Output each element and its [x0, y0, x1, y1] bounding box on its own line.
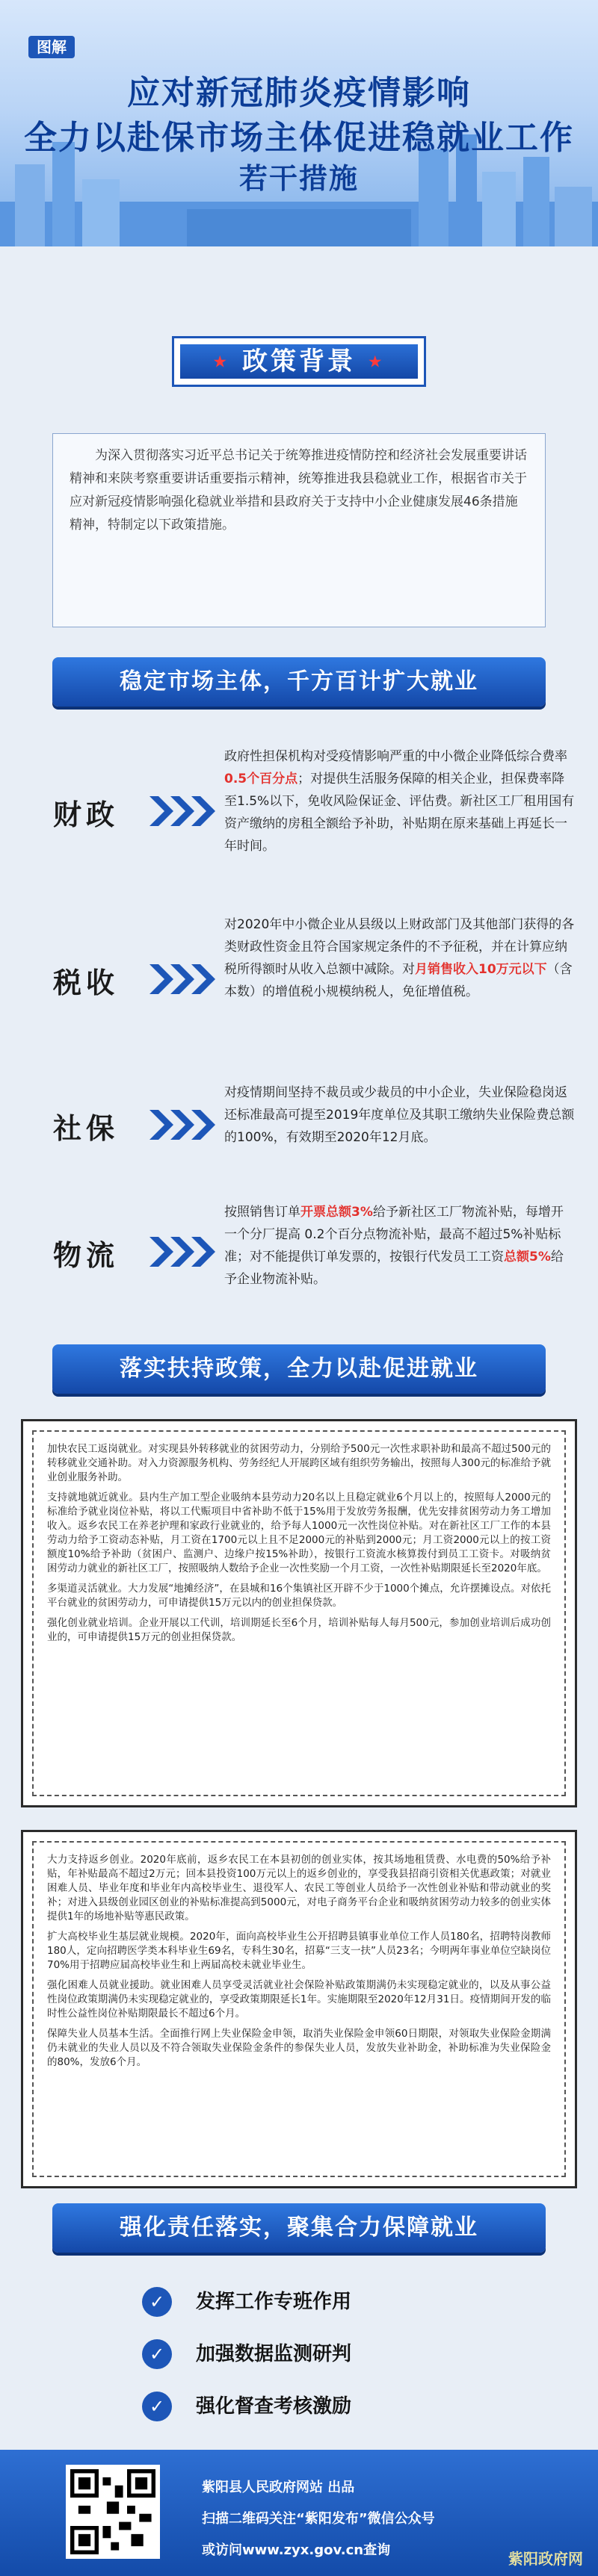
footer: [0, 2450, 598, 2576]
section-ribbon-responsibility: 强化责任落实，聚集合力保障就业: [52, 2203, 546, 2253]
footer-website[interactable]: 或访问www.zyx.gov.cn查询: [202, 2542, 391, 2558]
action-label: 加强数据监测研判: [196, 2343, 352, 2365]
page-title-line1: 应对新冠肺炎疫情影响: [127, 74, 471, 112]
chevron-arrows-icon: [150, 1237, 217, 1267]
action-list: [0, 2271, 598, 2465]
policy-item-tax: [0, 907, 598, 1057]
frame-paragraph: 扩大高校毕业生基层就业规模。2020年，面向高校毕业生公开招聘县镇事业单位工作人员180名，招聘特岗教师180人，定向招聘医学类本科毕业生69名，专科生30名，招募“三支一扶”人员23名；今明两年事业单位空缺岗位70%用于招聘应届高校毕业生和上两届高校未就业毕业生。: [47, 1931, 551, 1971]
footer-wechat-hint: 扫描二维码关注“紫阳发布”微信公众号: [202, 2511, 435, 2527]
check-icon: ✓: [142, 2287, 172, 2317]
section-title: 政策背景: [242, 347, 356, 376]
frame-paragraph: 支持就地就近就业。县内生产加工型企业吸纳本县劳动力20名以上且稳定就业6个月以上的，按照每人2000元的标准给予就业岗位补贴，将以工代赈项目中省补助不低于15%用于发放劳务报酬，优先安排贫困劳动力务工增加收入。返乡农民工在养老护理和家政行业就业的，给予每人1000元一次性岗位补贴。对在新社区工厂工作的本县劳动力给予工资动态补贴，月工资在1700元以上且不足2000元的补贴到2000元；月工资2000元以上的按工资额度10%给予补助（贫困户、监测户、边缘户按15%补助），按银行工资流水核算拨付到员工工资卡。对吸纳贫困劳动力就业的新社区工厂，按照吸纳人数给予企业一次性奖励一个月工资，一次性补贴期限延长至2020年底。: [47, 1492, 551, 1574]
policy-text: 按照销售订单开票总额3%给予新社区工厂物流补贴，每增开一个分厂提高 0.2个百分点物流补贴，最高不超过5%补贴标准；对不能提供订单发票的，按银行代发员工工资总额5%给予企业物流补贴。: [224, 1205, 564, 1287]
frame-paragraph: 大力支持返乡创业。2020年底前，返乡农民工在本县初创的创业实体，按其场地租赁费、水电费的50%给予补贴，年补贴最高不超过2万元；回本县投资100万元以上的返乡创业的，享受我县招商引资相关优惠政策；对就业困难人员、毕业年度和毕业年内高校毕业生、退役军人、农民工等创业人员给予一次性创业补贴和带动就业的奖补；对进入县级创业园区创业的补贴标准提高到5000元，对电子商务平台企业和吸纳贫困劳动力较多的创业实体提供1年的场地补贴等惠民政策。: [47, 1854, 551, 1922]
section-banner-background: [172, 336, 426, 387]
frame-content: [47, 1853, 551, 2165]
frame-paragraph: 保障失业人员基本生活。全面推行网上失业保险金申领，取消失业保险金申领60日期限，对领取失业保险金期满仍未就业的失业人员以及不符合领取失业保险金条件的参保失业人员，发放失业补助金，补助标准为失业保险金的80%，发放6个月。: [47, 2028, 551, 2068]
frame-paragraph: 加快农民工返岗就业。对实现县外转移就业的贫困劳动力，分别给予500元一次性求职补助和最高不超过500元的转移就业交通补助。对入力资源服务机构、劳务经纪人开展跨区域有组织劳务输出，按照每人300元的标准给予就业创业服务补助。: [47, 1443, 551, 1483]
star-icon: ★: [212, 353, 231, 372]
frame-content: [47, 1442, 551, 1784]
qr-code-image[interactable]: [66, 2465, 160, 2559]
policy-label: 税收: [52, 966, 119, 999]
chevron-arrows-icon: [150, 964, 217, 994]
policy-item-finance: [0, 739, 598, 889]
action-label: 发挥工作专班作用: [196, 2291, 352, 2313]
header-banner: [0, 0, 598, 246]
policy-frame-1: [21, 1419, 577, 1807]
policy-text: 对疫情期间坚持不裁员或少裁员的中小企业，失业保险稳岗返还标准最高可提至2019年度单位及其职工缴纳失业保险费总额的100%，有效期至2020年12月底。: [224, 1085, 575, 1145]
policy-label: 财政: [52, 798, 119, 831]
graphic-tag: 图解: [28, 36, 75, 58]
policy-frame-2: [21, 1830, 577, 2188]
action-item: [142, 2338, 456, 2371]
policy-item-social-security: [0, 1076, 598, 1180]
action-item: [142, 2285, 456, 2318]
chevron-arrows-icon: [150, 1110, 217, 1140]
policy-label: 物流: [52, 1239, 119, 1272]
qr-code-icon: [70, 2469, 155, 2554]
page-title-line3: 若干措施: [238, 162, 359, 195]
page-title-line2: 全力以赴保市场主体促进稳就业工作: [24, 119, 574, 157]
policy-label: 社保: [52, 1112, 119, 1145]
action-label: 强化督查考核激励: [196, 2395, 352, 2418]
section-ribbon-implement: 落实扶持政策，全力以赴促进就业: [52, 1344, 546, 1394]
policy-item-logistics: [0, 1195, 598, 1315]
watermark-logo: 紫阳政府网: [508, 2550, 583, 2568]
policy-text: 政府性担保机构对受疫情影响严重的中小微企业降低综合费率0.5个百分点；对提供生活服务保障的相关企业，担保费率降至1.5%以下，免收风险保证金、评估费。新社区工厂租用国有资产缴纳的房租全额给予补助，补贴期在原来基础上再延长一年时间。: [224, 749, 575, 854]
footer-publisher: 紫阳县人民政府网站 出品: [202, 2480, 355, 2495]
frame-paragraph: 强化困难人员就业援助。就业困难人员享受灵活就业社会保险补贴政策期满仍未实现稳定就业的，以及从事公益性岗位政策期满仍未实现稳定就业的，享受政策期限延长1年。实施期限至2020年12月31日。疫情期间开发的临时性公益性岗位补贴期限最长不超过6个月。: [47, 1979, 551, 2020]
chevron-arrows-icon: [150, 796, 217, 826]
policy-text: 对2020年中小微企业从县级以上财政部门及其他部门获得的各类财政性资金且符合国家规定条件的不予征税，并在计算应纳税所得额时从收入总额中减除。对月销售收入10万元以下（含本数）的增值税小规模纳税人，免征增值税。: [224, 917, 575, 999]
frame-paragraph: 多渠道灵活就业。大力发展“地摊经济”，在县城和16个集镇社区开辟不少于1000个摊点，允许摆摊设点。对依托平台就业的贫困劳动力，可申请提供15万元以内的创业担保贷款。: [47, 1583, 551, 1609]
check-icon: ✓: [142, 2339, 172, 2369]
star-icon: ★: [367, 353, 386, 372]
action-item: [142, 2390, 456, 2423]
intro-paragraph: 为深入贯彻落实习近平总书记关于统筹推进疫情防控和经济社会发展重要讲话精神和来陕考察重要讲话重要指示精神，统筹推进我县稳就业工作，根据省市关于应对新冠疫情影响强化稳就业举措和县政府关于支持中小企业健康发展46条措施精神，特制定以下政策措施。: [52, 433, 546, 627]
check-icon: ✓: [142, 2392, 172, 2421]
frame-paragraph: 强化创业就业培训。企业开展以工代训，培训期延长至6个月，培训补贴每人每月500元，参加创业培训后成功创业的，可申请提供15万元的创业担保贷款。: [47, 1617, 551, 1643]
section-ribbon-stabilize: 稳定市场主体，千方百计扩大就业: [52, 657, 546, 707]
